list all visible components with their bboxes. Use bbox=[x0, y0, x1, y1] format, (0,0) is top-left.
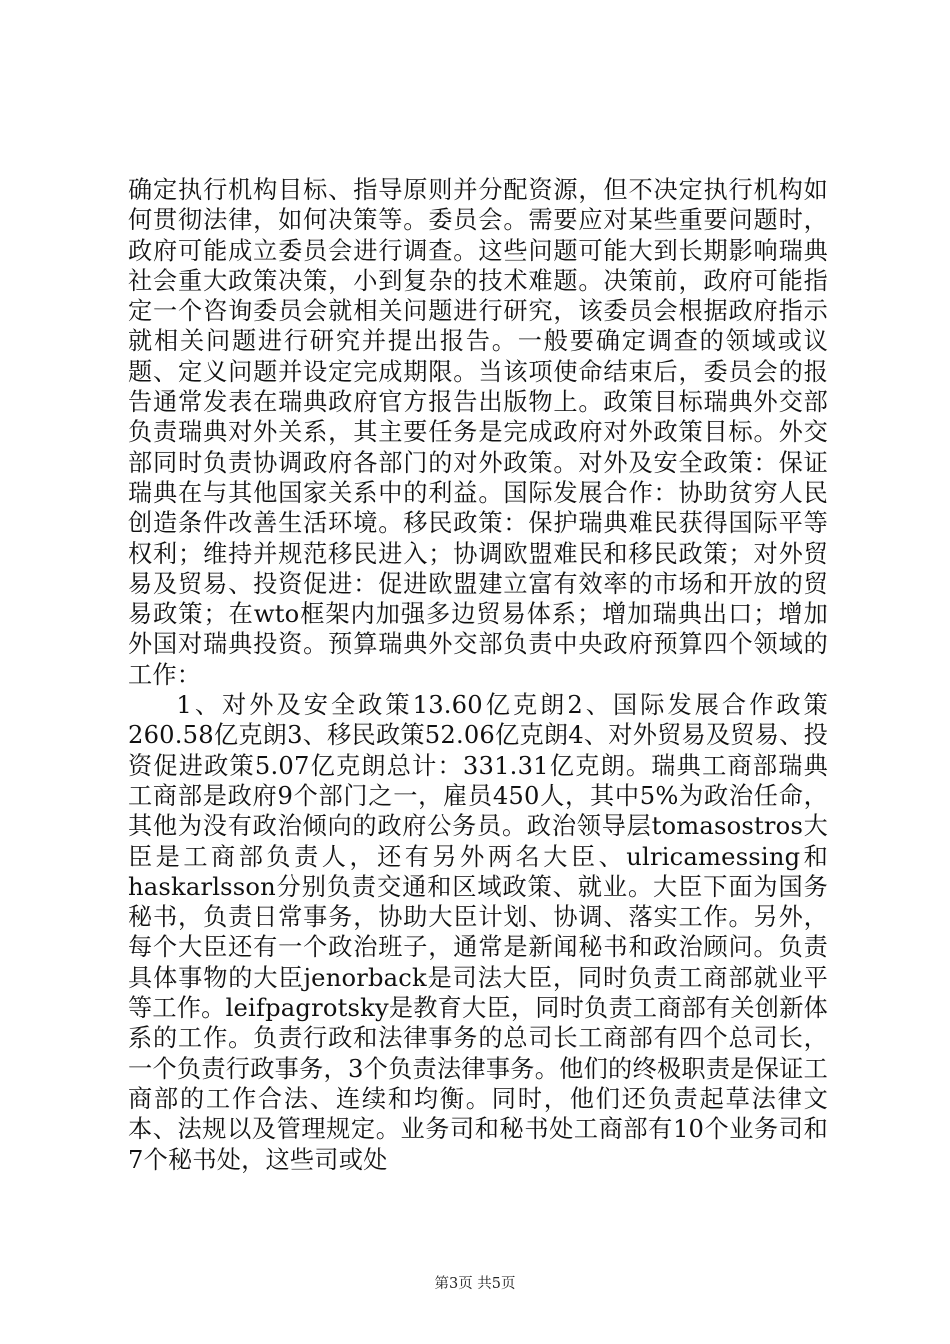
body-paragraph: 确定执行机构目标、指导原则并分配资源，但不决定执行机构如何贯彻法律，如何决策等。委员会。需要应对某些重要问题时，政府可能成立委员会进行调查。这些问题可能大到长期影响瑞典社会重大政策决策，小到复杂的技术难题。决策前，政府可能指定一个咨询委员会就相关问题进行研究，该委员会根据政府指示就相关问题进行研究并提出报告。一般要确定调查的领域或议题、定义问题并设定完成期限。当该项使命结束后，委员会的报告通常发表在瑞典政府官方报告出版物上。政策目标瑞典外交部负责瑞典对外关系，其主要任务是完成政府对外政策目标。外交部同时负责协调政府各部门的对外政策。对外及安全政策：保证瑞典在与其他国家关系中的利益。国际发展合作：协助贫穷人民创造条件改善生活环境。移民政策：保护瑞典难民获得国际平等权利；维持并规范移民进入；协调欧盟难民和移民政策；对外贸易及贸易、投资促进：促进欧盟建立富有效率的市场和开放的贸易政策；在wto框架内加强多边贸易体系；增加瑞典出口；增加外国对瑞典投资。预算瑞典外交部负责中央政府预算四个领域的工作： bbox=[128, 176, 828, 689]
document-body bbox=[128, 175, 828, 1175]
page-number-footer: 第3页 共5页 bbox=[434, 1276, 516, 1292]
body-paragraph: 1、对外及安全政策13.60亿克朗2、国际发展合作政策260.58亿克朗3、移民政策52.06亿克朗4、对外贸易及贸易、投资促进政策5.07亿克朗总计：331.31亿克朗。瑞典工商部瑞典工商部是政府9个部门之一，雇员450人，其中5%为政治任命，其他为没有政治倾向的政府公务员。政治领导层tomasostros大臣是工商部负责人，还有另外两名大臣、ulricamessing和haskarlsson分别负责交通和区域政策、就业。大臣下面为国务秘书，负责日常事务，协助大臣计划、协调、落实工作。另外，每个大臣还有一个政治班子，通常是新闻秘书和政治顾问。负责具体事物的大臣jenorback是司法大臣，同时负责工商部就业平等工作。leifpagrotsky是教育大臣，同时负责工商部有关创新体系的工作。负责行政和法律事务的总司长工商部有四个总司长，一个负责行政事务，3个负责法律事务。他们的终极职责是保证工商部的工作合法、连续和均衡。同时，他们还负责起草法律文本、法规以及管理规定。业务司和秘书处工商部有10个业务司和7个秘书处，这些司或处 bbox=[128, 691, 828, 1174]
